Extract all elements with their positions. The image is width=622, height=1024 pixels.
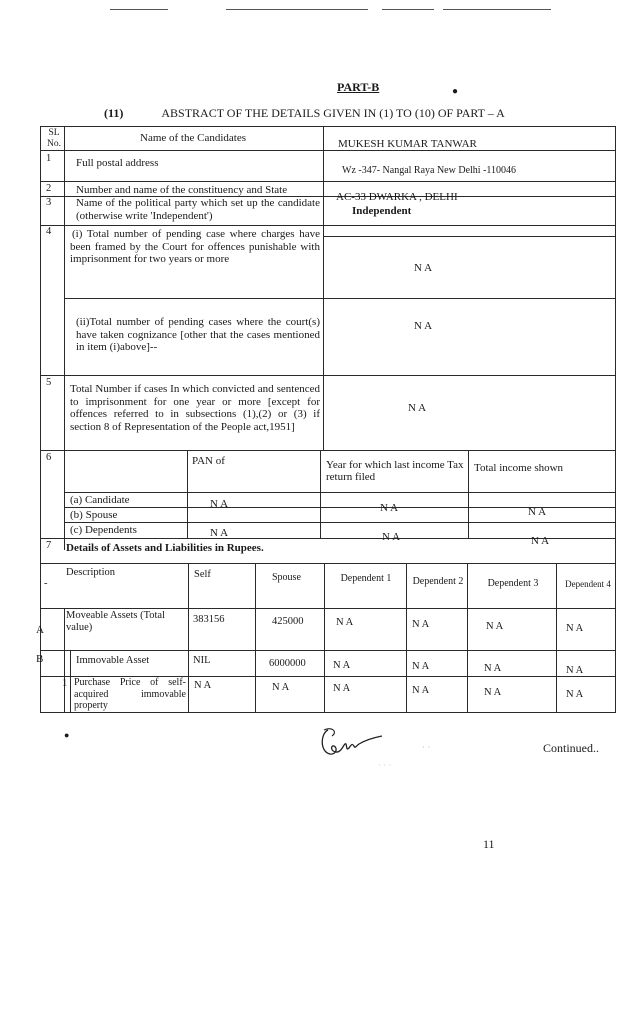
row-4ii-value: N A bbox=[414, 320, 433, 332]
continued-text: Continued.. bbox=[543, 741, 599, 755]
row-a-dep3: N A bbox=[486, 621, 504, 632]
section-heading-text: ABSTRACT OF THE DETAILS GIVEN IN (1) TO (10) OF PART – A bbox=[161, 106, 505, 120]
row-b-self: NIL bbox=[193, 655, 211, 666]
row-4i-value: N A bbox=[414, 262, 433, 274]
row-a-self: 383156 bbox=[193, 614, 225, 625]
row-7-dash: - bbox=[44, 578, 48, 589]
row-5-value: N A bbox=[408, 402, 427, 414]
row-a-spouse: 425000 bbox=[272, 616, 304, 627]
row-1-label: Full postal address bbox=[76, 157, 159, 169]
row-b-dep2: N A bbox=[412, 661, 430, 672]
party-value: Independent bbox=[352, 205, 412, 217]
col-year-header: Year for which last income Tax return filed bbox=[326, 459, 464, 483]
col-description-header: Description bbox=[66, 567, 115, 578]
row-6c-label: (c) Dependents bbox=[70, 524, 137, 536]
postal-address-value: Wz -347- Nangal Raya New Delhi -110046 bbox=[342, 165, 517, 176]
row-3-sl: 3 bbox=[46, 197, 52, 208]
row-a-dep1: N A bbox=[336, 617, 354, 628]
row-3-label: Name of the political party which set up the candidate (otherwise write 'Independent') bbox=[76, 197, 320, 222]
col-dep3-header: Dependent 3 bbox=[487, 578, 539, 589]
col-pan-header: PAN of bbox=[192, 455, 225, 467]
row-1p-spouse: N A bbox=[272, 682, 290, 693]
row-6c-income: N A bbox=[531, 535, 550, 547]
row-2-label: Number and name of the constituency and State bbox=[76, 184, 288, 196]
scan-speck: · · · bbox=[378, 760, 392, 770]
row-6a-year: N A bbox=[380, 502, 399, 514]
row-b-desc: Immovable Asset bbox=[76, 655, 150, 666]
scan-speck: ● bbox=[452, 86, 459, 97]
row-b-dep4: N A bbox=[566, 665, 584, 676]
row-1p-dep4: N A bbox=[566, 689, 584, 700]
section-number: (11) bbox=[104, 106, 124, 120]
signature-icon bbox=[316, 724, 388, 760]
row-b-dep1: N A bbox=[333, 660, 351, 671]
row-4-sl: 4 bbox=[46, 226, 52, 237]
col-spouse-header: Spouse bbox=[272, 572, 301, 583]
scan-speck: ● bbox=[64, 730, 70, 740]
col-dep1-header: Dependent 1 bbox=[340, 573, 392, 584]
row-2-sl: 2 bbox=[46, 183, 52, 194]
col-dep4-header: Dependent 4 bbox=[565, 579, 611, 589]
row-1p-dep3: N A bbox=[484, 687, 502, 698]
scan-speck: · · bbox=[422, 742, 431, 752]
row-6a-label: (a) Candidate bbox=[70, 494, 130, 506]
row-b-id: B bbox=[36, 653, 44, 665]
constituency-value: AC-33 DWARKA , DELHI bbox=[336, 191, 458, 203]
row-6b-label: (b) Spouse bbox=[70, 509, 118, 521]
row-1p-dep1: N A bbox=[333, 683, 351, 694]
row-4i-label: (i) Total number of pending case where charges have been framed by the Court for offences punishable with imprisonment for two years or more bbox=[70, 228, 320, 265]
row-7-sl: 7 bbox=[46, 540, 52, 551]
page-number: 11 bbox=[483, 837, 495, 851]
col-income-header: Total income shown bbox=[474, 462, 564, 474]
row-1p-self: N A bbox=[194, 680, 212, 691]
col-name-header: Name of the Candidates bbox=[140, 132, 246, 144]
row-a-id: A bbox=[36, 624, 44, 636]
row-a-dep4: N A bbox=[566, 623, 584, 634]
assets-title: Details of Assets and Liabilities in Rupees. bbox=[66, 542, 264, 554]
row-1p-desc: Purchase Price of self-acquired immovable property bbox=[74, 677, 186, 711]
col-sl-header: SL No. bbox=[47, 128, 61, 149]
row-6a-income: N A bbox=[528, 506, 547, 518]
row-b-dep3: N A bbox=[484, 663, 502, 674]
row-5-label: Total Number if cases In which convicted and sentenced to imprisonment for one year or more [except for offences referred to in subsections (1),(2) or (3) if section 8 of Representation of the People act,1951] bbox=[70, 383, 320, 433]
row-4ii-label: (ii)Total number of pending cases where the court(s) have taken cognizance [other that the cases mentioned in item (i)above]-- bbox=[76, 316, 320, 353]
row-1-sl: 1 bbox=[46, 153, 52, 164]
row-b-spouse: 6000000 bbox=[269, 658, 306, 669]
candidate-name: MUKESH KUMAR TANWAR bbox=[338, 138, 477, 150]
row-1p-dep2: N A bbox=[412, 685, 430, 696]
row-5-sl: 5 bbox=[46, 377, 52, 388]
col-self-header: Self bbox=[194, 569, 211, 580]
row-6c-year: N A bbox=[382, 531, 401, 543]
row-1p-id: 1 bbox=[62, 678, 68, 689]
row-6a-pan: N A bbox=[210, 498, 229, 510]
col-dep2-header: Dependent 2 bbox=[412, 576, 464, 587]
row-6c-pan: N A bbox=[210, 527, 229, 539]
row-6-sl: 6 bbox=[46, 452, 52, 463]
row-a-dep2: N A bbox=[412, 619, 430, 630]
row-a-desc: Moveable Assets (Total value) bbox=[66, 610, 165, 633]
part-title: PART-B bbox=[337, 80, 380, 94]
